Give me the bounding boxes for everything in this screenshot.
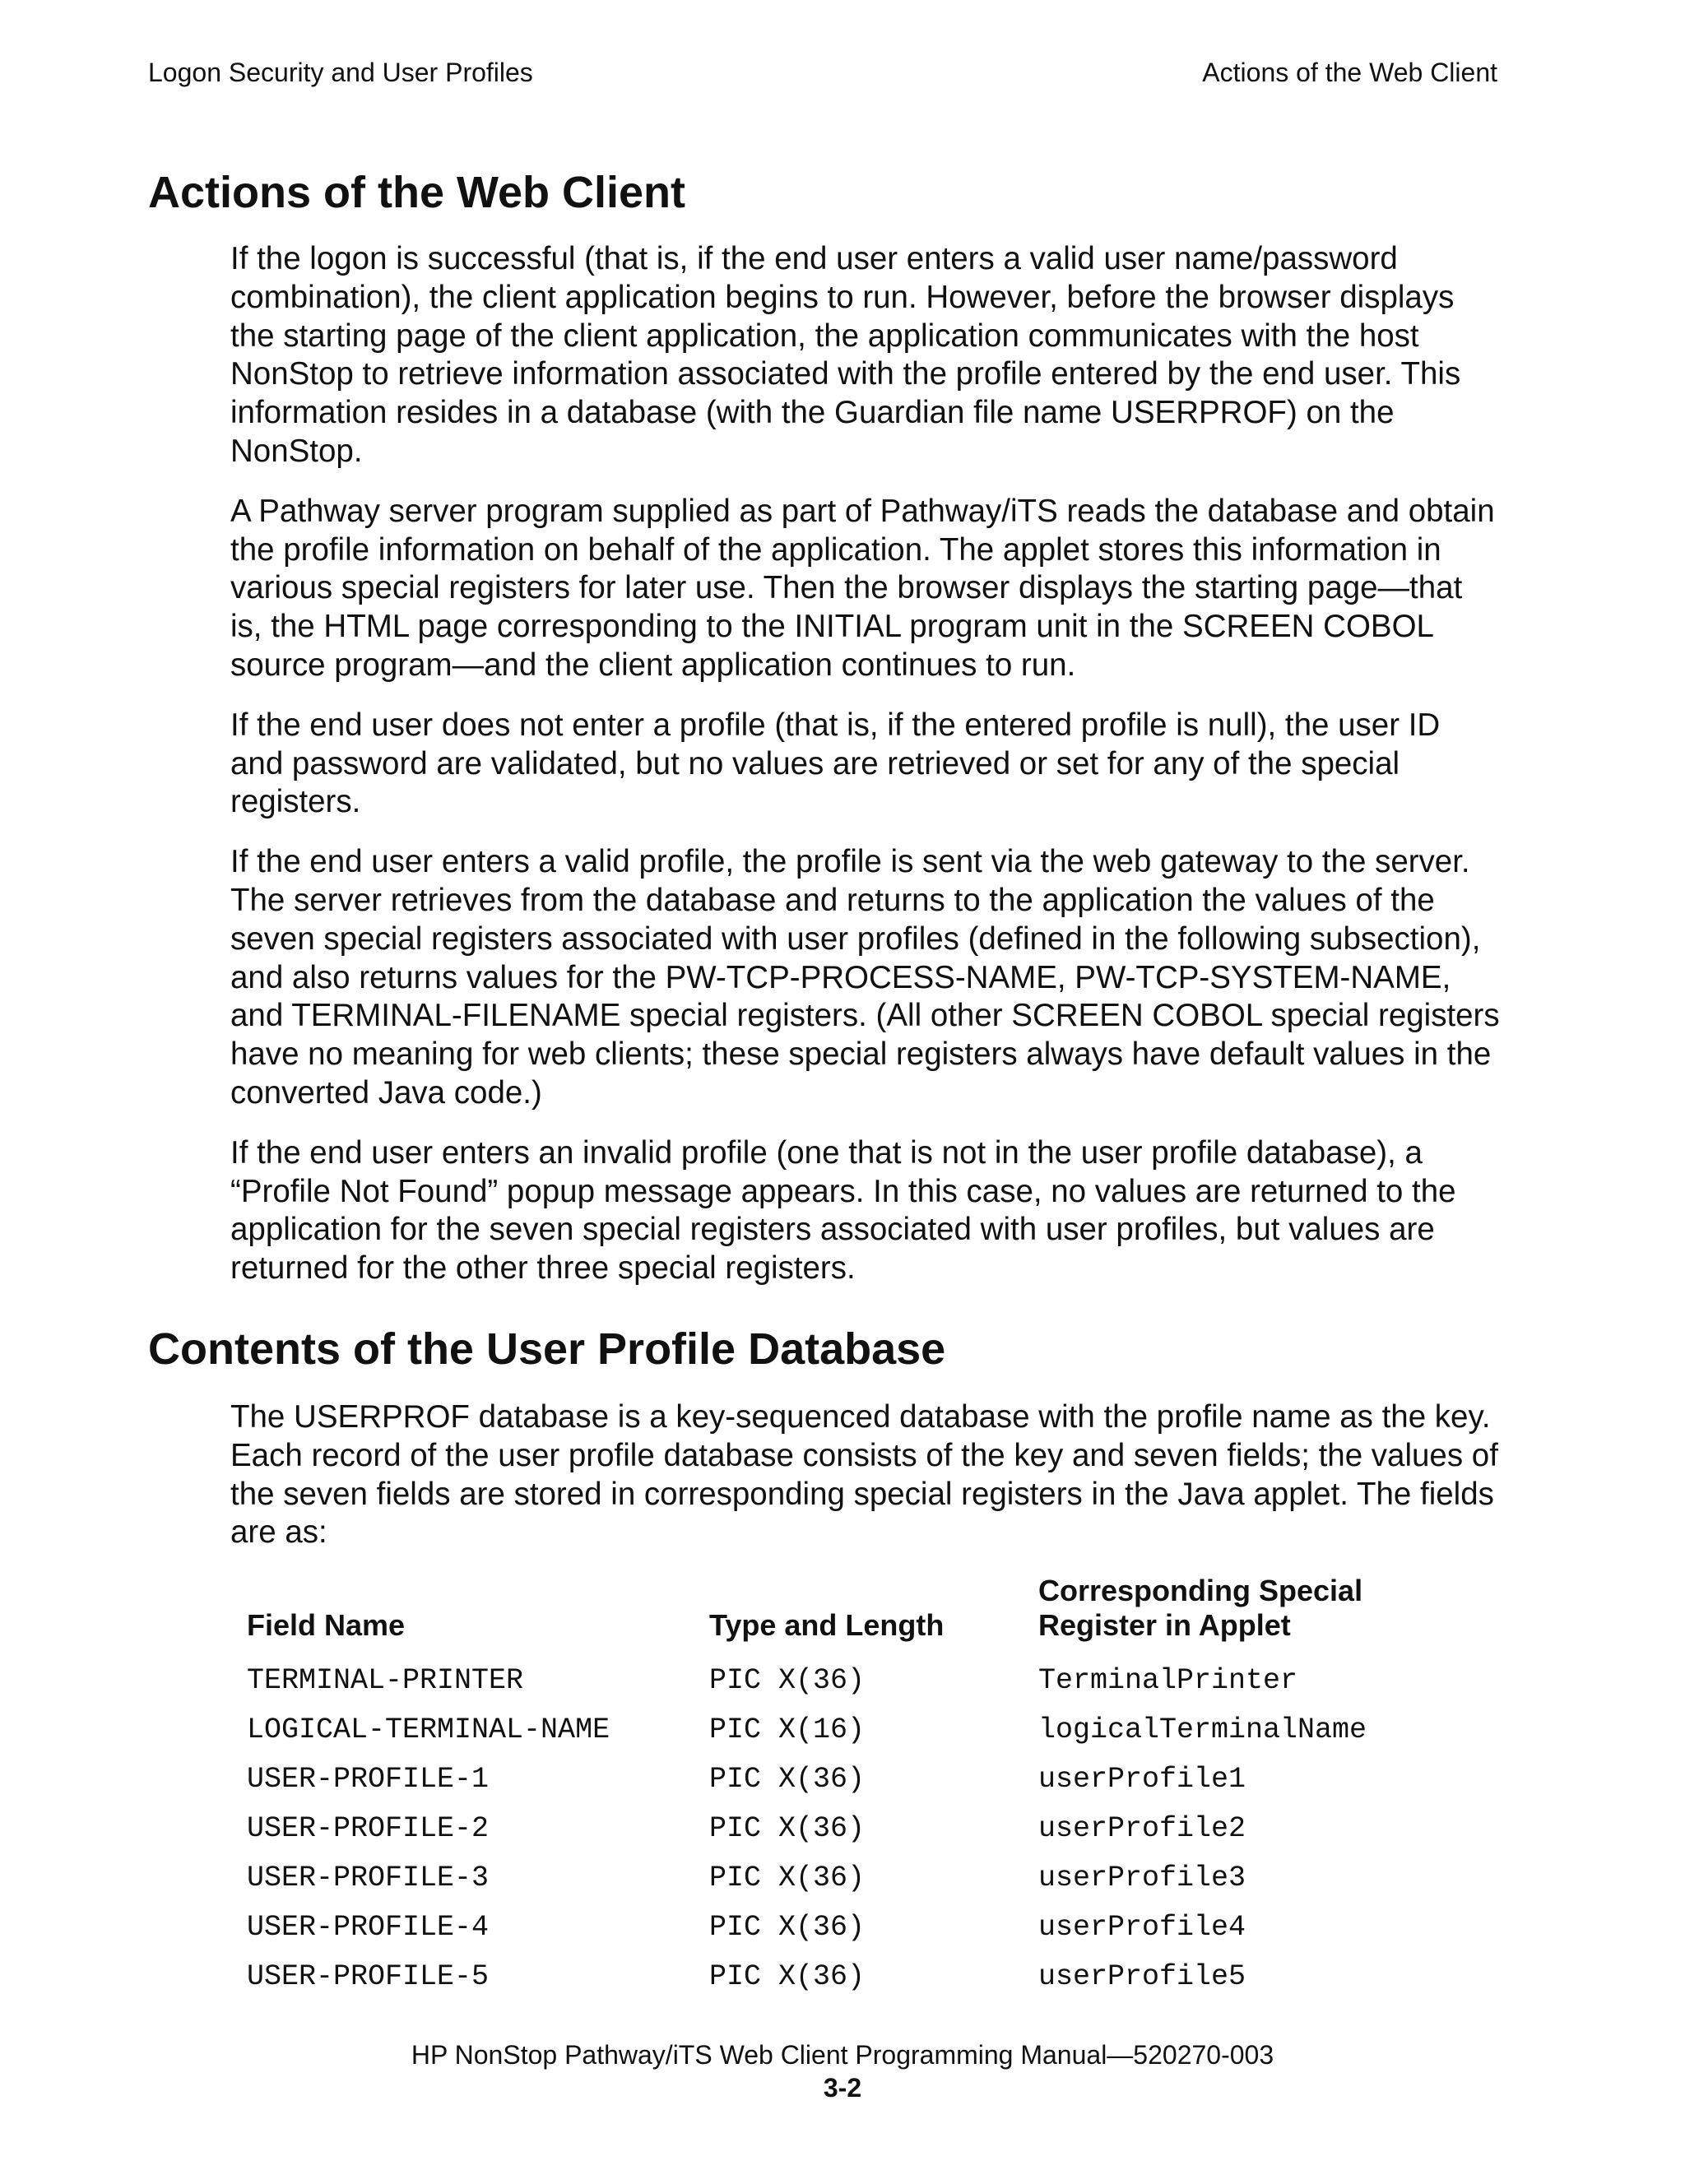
cell-special-register: userProfile4 <box>1038 1911 1246 1944</box>
section-title-web-client-actions: Actions of the Web Client <box>148 168 686 217</box>
column-header-special-register-line2: Register in Applet <box>1038 1608 1291 1642</box>
paragraph: If the end user enters a valid profile, the profile is sent via the web gateway to the server. The server retrieves from the database and returns to the application the values of the seven special registers associated with user profiles (defined in the following subsection), and also returns values for the PW-TCP-PROCESS-NAME, PW-TCP-SYSTEM-NAME, and TERMINAL-FILENAME special registers. (All other SCREEN COBOL special registers have no meaning for web clients; these special registers always have default values in the converted Java code.) <box>230 844 1500 1111</box>
cell-field-name: TERMINAL-PRINTER <box>247 1664 524 1697</box>
cell-type-length: PIC X(36) <box>709 1812 866 1845</box>
cell-type-length: PIC X(36) <box>709 1960 866 1993</box>
paragraph: If the end user does not enter a profile (that is, if the entered profile is null), the user ID and password are validated, but no values are retrieved or set for any of the special registers. <box>230 707 1441 820</box>
cell-type-length: PIC X(36) <box>709 1862 866 1894</box>
table-header-row <box>230 1574 1497 1656</box>
table-row <box>230 1853 1497 1903</box>
table-row <box>230 1755 1497 1804</box>
cell-field-name: USER-PROFILE-3 <box>247 1862 490 1894</box>
cell-field-name: USER-PROFILE-2 <box>247 1812 490 1845</box>
section-title-user-profile-database: Contents of the User Profile Database <box>148 1324 946 1374</box>
cell-special-register: userProfile5 <box>1038 1960 1246 1993</box>
paragraph: If the logon is successful (that is, if the end user enters a valid user name/password combination), the client application begins to run. However, before the browser displays the starting page of the client application, the application communicates with the host NonStop to retrieve information associated with the profile entered by the end user. This information resides in a database (with the Guardian file name USERPROF) on the NonStop. <box>230 241 1461 469</box>
cell-special-register: TerminalPrinter <box>1038 1664 1298 1697</box>
cell-field-name: USER-PROFILE-4 <box>247 1911 490 1944</box>
table-row <box>230 1656 1497 1705</box>
section-body-user-profile-database <box>230 1398 1502 1574</box>
cell-special-register: userProfile3 <box>1038 1862 1246 1894</box>
paragraph: A Pathway server program supplied as part of Pathway/iTS reads the database and obtain the profile information on behalf of the application. The applet stores this information in various special registers for later use. Then the browser displays the starting page—that is, the HTML page corresponding to the INITIAL program unit in the SCREEN COBOL source program—and the client application continues to run. <box>230 493 1495 683</box>
paragraph: The USERPROF database is a key-sequenced database with the profile name as the key. Each record of the user profile database consists of the key and seven fields; the values of the seven fields are stored in corresponding special registers in the Java applet. The fields are as: <box>230 1399 1498 1551</box>
header-chapter-title: Logon Security and User Profiles <box>148 58 533 87</box>
column-header-special-register <box>1038 1574 1497 1656</box>
cell-special-register: logicalTerminalName <box>1038 1713 1367 1746</box>
paragraph: If the end user enters an invalid profile (one that is not in the user profile database), a “Profile Not Found” popup message appears. In this case, no values are returned to the application for the seven special registers associated with user profiles, but values are returned for the other three special registers. <box>230 1134 1456 1287</box>
cell-type-length: PIC X(16) <box>709 1713 866 1746</box>
cell-type-length: PIC X(36) <box>709 1763 866 1796</box>
header-section-title: Actions of the Web Client <box>1202 58 1497 87</box>
cell-field-name: USER-PROFILE-1 <box>247 1763 490 1796</box>
cell-special-register: userProfile2 <box>1038 1812 1246 1845</box>
cell-field-name: LOGICAL-TERMINAL-NAME <box>247 1713 610 1746</box>
column-header-special-register-line1: Corresponding Special <box>1038 1574 1363 1607</box>
footer-manual-title: HP NonStop Pathway/iTS Web Client Programming Manual—520270-003 <box>411 2040 1274 2070</box>
table-row <box>230 1705 1497 1755</box>
column-header-type-length: Type and Length <box>709 1608 945 1642</box>
cell-type-length: PIC X(36) <box>709 1911 866 1944</box>
running-header <box>148 58 1497 90</box>
section-body-web-client-actions <box>230 240 1502 1310</box>
footer-page-number: 3-2 <box>823 2073 862 2103</box>
cell-field-name: USER-PROFILE-5 <box>247 1960 490 1993</box>
column-header-field-name: Field Name <box>247 1608 406 1642</box>
table-row <box>230 1952 1497 2001</box>
table-row <box>230 1804 1497 1853</box>
cell-special-register: userProfile1 <box>1038 1763 1246 1796</box>
user-profile-fields-table <box>230 1574 1497 2001</box>
cell-type-length: PIC X(36) <box>709 1664 866 1697</box>
table-row <box>230 1903 1497 1952</box>
